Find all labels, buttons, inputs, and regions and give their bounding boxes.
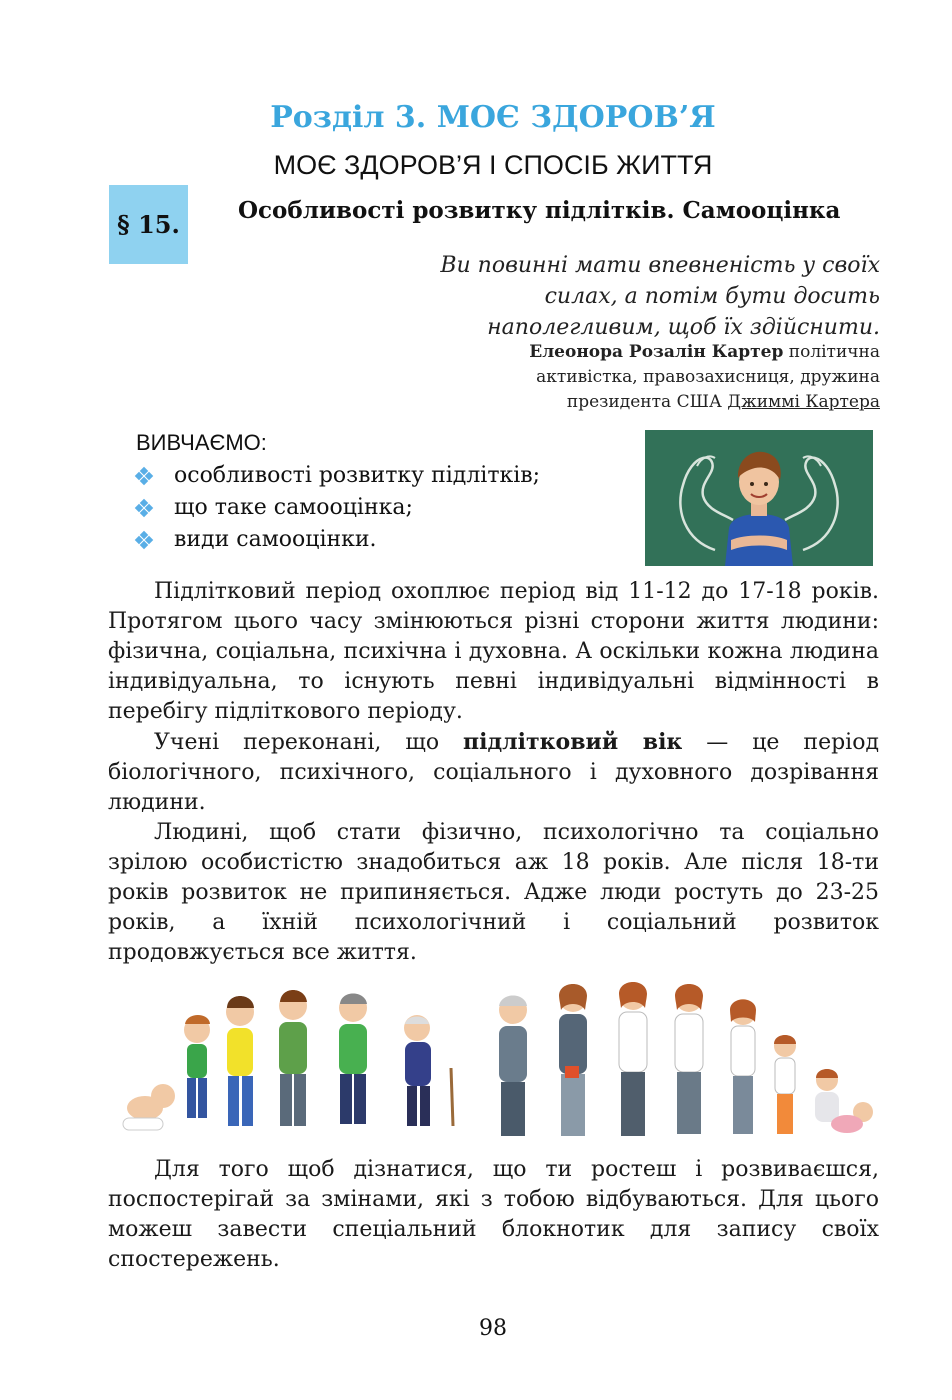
paragraph-1: Підлітковий період охоплює період від 11-12 до 17-18 років. Протягом цього часу змінюються різні сторони життя людини: фізична, соціальна, психічна і духовна. А оскільки кожна людина індивідуальна, то існують певні індивідуальні відмінності в перебігу підліткового періоду. [108, 579, 879, 724]
section-title: Розділ 3. МОЄ ЗДОРОВ’Я [270, 100, 716, 135]
page-number: 98 [479, 1316, 507, 1341]
paragraph-4: Для того щоб дізнатися, що ти ростеш і розвиваєшся, поспостерігай за змінами, які з тобою відбуваються. Для цього можеш завести спеціальний блокнотик для запису своїх спостережень. [108, 1157, 879, 1272]
learn-item-text: що таке самооцінка; [174, 495, 413, 520]
author-link: Джиммі Картера [727, 392, 880, 412]
learn-item [136, 460, 540, 492]
paragraph-2 [108, 727, 879, 818]
author-description: президента США [566, 392, 728, 412]
learn-item [136, 524, 540, 556]
paragraph-number-box [109, 185, 188, 264]
epigraph-line: наполегливим, щоб їх здійснити. [487, 315, 880, 340]
life-stages-illustration [115, 968, 875, 1148]
term-teen-age: підлітковий вік [463, 729, 683, 755]
body-paragraphs [108, 577, 879, 968]
learn-item [136, 492, 540, 524]
learn-heading: ВИВЧАЄМО: [136, 430, 267, 455]
diamond-bullet-icon [136, 500, 152, 516]
learn-item-text: особливості розвитку підлітків; [174, 463, 541, 488]
paragraph-2-end: — це період біологічного, психічного, соціального і духовного дозрівання людини. [108, 730, 880, 815]
diamond-bullet-icon [136, 532, 152, 548]
author-description: активістка, правозахисниця, дружина [536, 367, 880, 387]
paragraph-2-start: Учені переконані, що [154, 730, 464, 755]
author-name: Елеонора Розалін Картер [529, 342, 784, 362]
learn-item-text: види самооцінки. [174, 527, 377, 552]
paragraph-number: § 15. [117, 210, 180, 239]
chapter-title: МОЄ ЗДОРОВ’Я І СПОСІБ ЖИТТЯ [273, 150, 713, 180]
closing-paragraph [108, 1155, 879, 1275]
epigraph-line: силах, а потім бути досить [544, 284, 880, 309]
topic-title: Особливості розвитку підлітків. Самооцінка [238, 197, 841, 224]
epigraph-line: Ви повинні мати впевненість у своїх [440, 253, 880, 278]
learn-list [136, 460, 540, 556]
boy-chalkboard-photo [645, 430, 873, 566]
epigraph-author [400, 340, 880, 415]
paragraph-3: Людині, щоб стати фізично, психологічно та соціально зрілою особистістю знадобиться аж 18 років. Але після 18-ти років розвиток не припиняється. Адже люди ростуть до 23-25 років, а їхній психологічний і соціальний розвиток продовжується все життя. [108, 820, 879, 965]
author-description: політична [783, 342, 880, 362]
diamond-bullet-icon [136, 468, 152, 484]
epigraph-quote [360, 250, 880, 343]
